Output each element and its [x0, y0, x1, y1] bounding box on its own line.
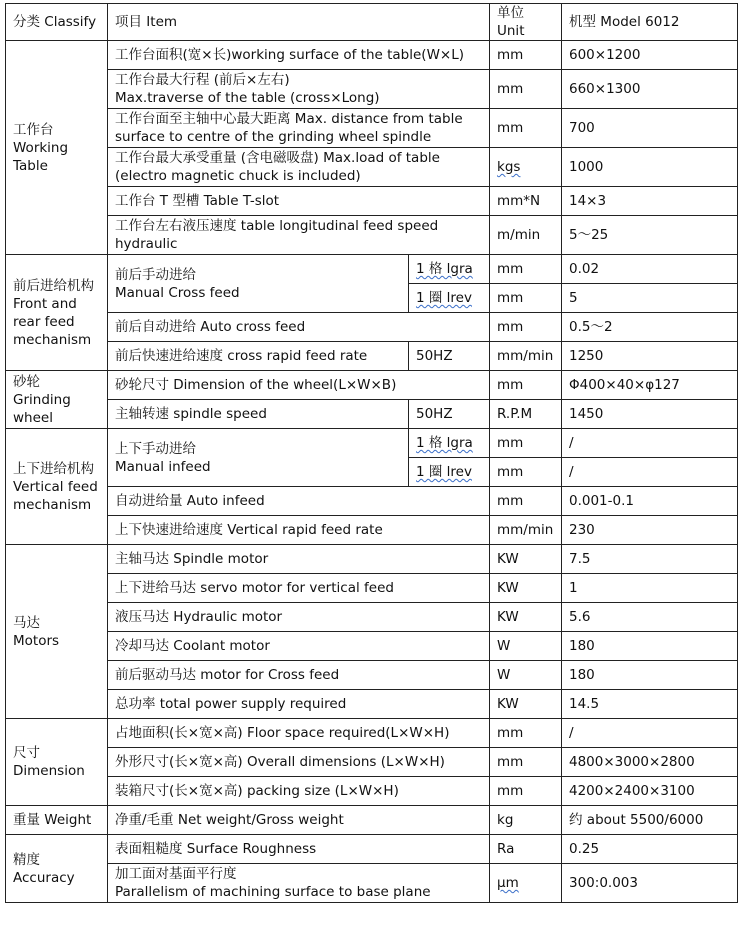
value-cell: 600×1200	[562, 41, 738, 70]
category-front-rear-feed: 前后进给机构 Front and rear feed mechanism	[6, 255, 108, 371]
item-cell: 前后快速进给速度 cross rapid feed rate	[108, 342, 409, 371]
unit-cell: mm*N	[490, 187, 562, 216]
value-cell: 14×3	[562, 187, 738, 216]
value-cell: /	[562, 458, 738, 487]
unit-cell: mm	[490, 429, 562, 458]
table-row	[6, 487, 738, 516]
table-row	[6, 661, 738, 690]
value-cell: 1250	[562, 342, 738, 371]
unit-cell: kg	[490, 806, 562, 835]
table-row	[6, 313, 738, 342]
item-cell: 主轴马达 Spindle motor	[108, 545, 490, 574]
value-cell: 7.5	[562, 545, 738, 574]
spec-table	[5, 3, 738, 903]
category-accuracy: 精度 Accuracy	[6, 835, 108, 903]
category-motors: 马达 Motors	[6, 545, 108, 719]
value-cell: 1000	[562, 148, 738, 187]
unit-cell: mm	[490, 748, 562, 777]
category-vertical-feed: 上下进给机构 Vertical feed mechanism	[6, 429, 108, 545]
category-dimension: 尺寸 Dimension	[6, 719, 108, 806]
unit-cell: mm	[490, 70, 562, 109]
item-cell: 前后手动进给 Manual Cross feed	[108, 255, 409, 313]
item-cell: 冷却马达 Coolant motor	[108, 632, 490, 661]
sub-text: 1 格 lgra	[416, 261, 473, 277]
table-row	[6, 835, 738, 864]
unit-cell: KW	[490, 545, 562, 574]
value-cell: 230	[562, 516, 738, 545]
value-cell: 0.5～2	[562, 313, 738, 342]
table-row	[6, 719, 738, 748]
header-classify: 分类 Classify	[6, 4, 108, 41]
unit-cell: mm	[490, 458, 562, 487]
table-row	[6, 400, 738, 429]
value-cell: 5	[562, 284, 738, 313]
sub-cell	[409, 255, 490, 284]
table-row	[6, 109, 738, 148]
value-cell: 660×1300	[562, 70, 738, 109]
unit-cell: R.P.M	[490, 400, 562, 429]
table-row	[6, 864, 738, 903]
header-row	[6, 4, 738, 41]
item-cell: 加工面对基面平行度 Parallelism of machining surface to base plane	[108, 864, 490, 903]
item-cell: 砂轮尺寸 Dimension of the wheel(L×W×B)	[108, 371, 490, 400]
value-cell: /	[562, 719, 738, 748]
table-row	[6, 41, 738, 70]
item-cell: 上下进给马达 servo motor for vertical feed	[108, 574, 490, 603]
value-cell: 700	[562, 109, 738, 148]
header-item: 项目 Item	[108, 4, 490, 41]
value-cell: 1	[562, 574, 738, 603]
item-cell: 工作台最大行程 (前后×左右) Max.traverse of the table (cross×Long)	[108, 70, 490, 109]
unit-cell: mm	[490, 487, 562, 516]
table-row	[6, 516, 738, 545]
unit-text: μm	[497, 875, 519, 891]
table-row	[6, 603, 738, 632]
table-row	[6, 574, 738, 603]
unit-cell: mm	[490, 41, 562, 70]
category-weight: 重量 Weight	[6, 806, 108, 835]
value-cell: 0.25	[562, 835, 738, 864]
table-row	[6, 148, 738, 187]
unit-cell: mm	[490, 284, 562, 313]
item-cell: 工作台左右液压速度 table longitudinal feed speed hydraulic	[108, 216, 490, 255]
sub-cell: 50HZ	[409, 342, 490, 371]
table-row	[6, 690, 738, 719]
table-row	[6, 70, 738, 109]
unit-cell: mm	[490, 719, 562, 748]
sub-cell: 50HZ	[409, 400, 490, 429]
table-row	[6, 216, 738, 255]
item-cell: 净重/毛重 Net weight/Gross weight	[108, 806, 490, 835]
unit-cell: mm	[490, 313, 562, 342]
item-cell: 前后自动进给 Auto cross feed	[108, 313, 490, 342]
table-row	[6, 806, 738, 835]
item-cell: 占地面积(长×宽×高) Floor space required(L×W×H)	[108, 719, 490, 748]
value-cell: 4800×3000×2800	[562, 748, 738, 777]
unit-cell: mm/min	[490, 342, 562, 371]
unit-cell: W	[490, 632, 562, 661]
value-cell: 180	[562, 661, 738, 690]
item-cell: 工作台 T 型槽 Table T-slot	[108, 187, 490, 216]
table-row	[6, 371, 738, 400]
value-cell: 0.001-0.1	[562, 487, 738, 516]
unit-cell: W	[490, 661, 562, 690]
item-cell: 工作台面积(宽×长)working surface of the table(W×L)	[108, 41, 490, 70]
sub-cell	[409, 458, 490, 487]
item-cell: 总功率 total power supply required	[108, 690, 490, 719]
sub-cell	[409, 429, 490, 458]
table-row	[6, 187, 738, 216]
value-cell: 约 about 5500/6000	[562, 806, 738, 835]
table-row	[6, 429, 738, 458]
category-working-table: 工作台 Working Table	[6, 41, 108, 255]
item-cell: 上下快速进给速度 Vertical rapid feed rate	[108, 516, 490, 545]
item-cell: 工作台最大承受重量 (含电磁吸盘) Max.load of table (electro magnetic chuck is included)	[108, 148, 490, 187]
value-cell: 180	[562, 632, 738, 661]
value-cell: 14.5	[562, 690, 738, 719]
table-row	[6, 777, 738, 806]
item-cell: 自动进给量 Auto infeed	[108, 487, 490, 516]
unit-cell: mm/min	[490, 516, 562, 545]
unit-cell: KW	[490, 690, 562, 719]
value-cell: 0.02	[562, 255, 738, 284]
sub-text: 1 圈 lrev	[416, 464, 472, 480]
item-cell: 主轴转速 spindle speed	[108, 400, 409, 429]
category-grinding-wheel: 砂轮 Grinding wheel	[6, 371, 108, 429]
item-cell: 工作台面至主轴中心最大距离 Max. distance from table surface to centre of the grinding wheel spindle	[108, 109, 490, 148]
value-cell: /	[562, 429, 738, 458]
unit-cell	[490, 148, 562, 187]
table-row	[6, 748, 738, 777]
value-cell: 5.6	[562, 603, 738, 632]
table-row	[6, 342, 738, 371]
sub-text: 1 圈 lrev	[416, 290, 472, 306]
sub-text: 1 格 lgra	[416, 435, 473, 451]
unit-cell: Ra	[490, 835, 562, 864]
unit-cell: mm	[490, 109, 562, 148]
value-cell: Φ400×40×φ127	[562, 371, 738, 400]
item-cell: 外形尺寸(长×宽×高) Overall dimensions (L×W×H)	[108, 748, 490, 777]
value-cell: 1450	[562, 400, 738, 429]
unit-cell: KW	[490, 603, 562, 632]
header-model: 机型 Model 6012	[562, 4, 738, 41]
value-cell: 300:0.003	[562, 864, 738, 903]
value-cell: 5～25	[562, 216, 738, 255]
item-cell: 表面粗糙度 Surface Roughness	[108, 835, 490, 864]
unit-cell: mm	[490, 255, 562, 284]
unit-cell: m/min	[490, 216, 562, 255]
value-cell: 4200×2400×3100	[562, 777, 738, 806]
item-cell: 前后驱动马达 motor for Cross feed	[108, 661, 490, 690]
table-row	[6, 632, 738, 661]
unit-cell: mm	[490, 777, 562, 806]
header-unit: 单位 Unit	[490, 4, 562, 41]
unit-cell	[490, 864, 562, 903]
item-cell: 上下手动进给 Manual infeed	[108, 429, 409, 487]
item-cell: 装箱尺寸(长×宽×高) packing size (L×W×H)	[108, 777, 490, 806]
unit-cell: KW	[490, 574, 562, 603]
unit-cell: mm	[490, 371, 562, 400]
sub-cell	[409, 284, 490, 313]
item-cell: 液压马达 Hydraulic motor	[108, 603, 490, 632]
table-row	[6, 255, 738, 284]
table-row	[6, 545, 738, 574]
unit-text: kgs	[497, 159, 521, 175]
